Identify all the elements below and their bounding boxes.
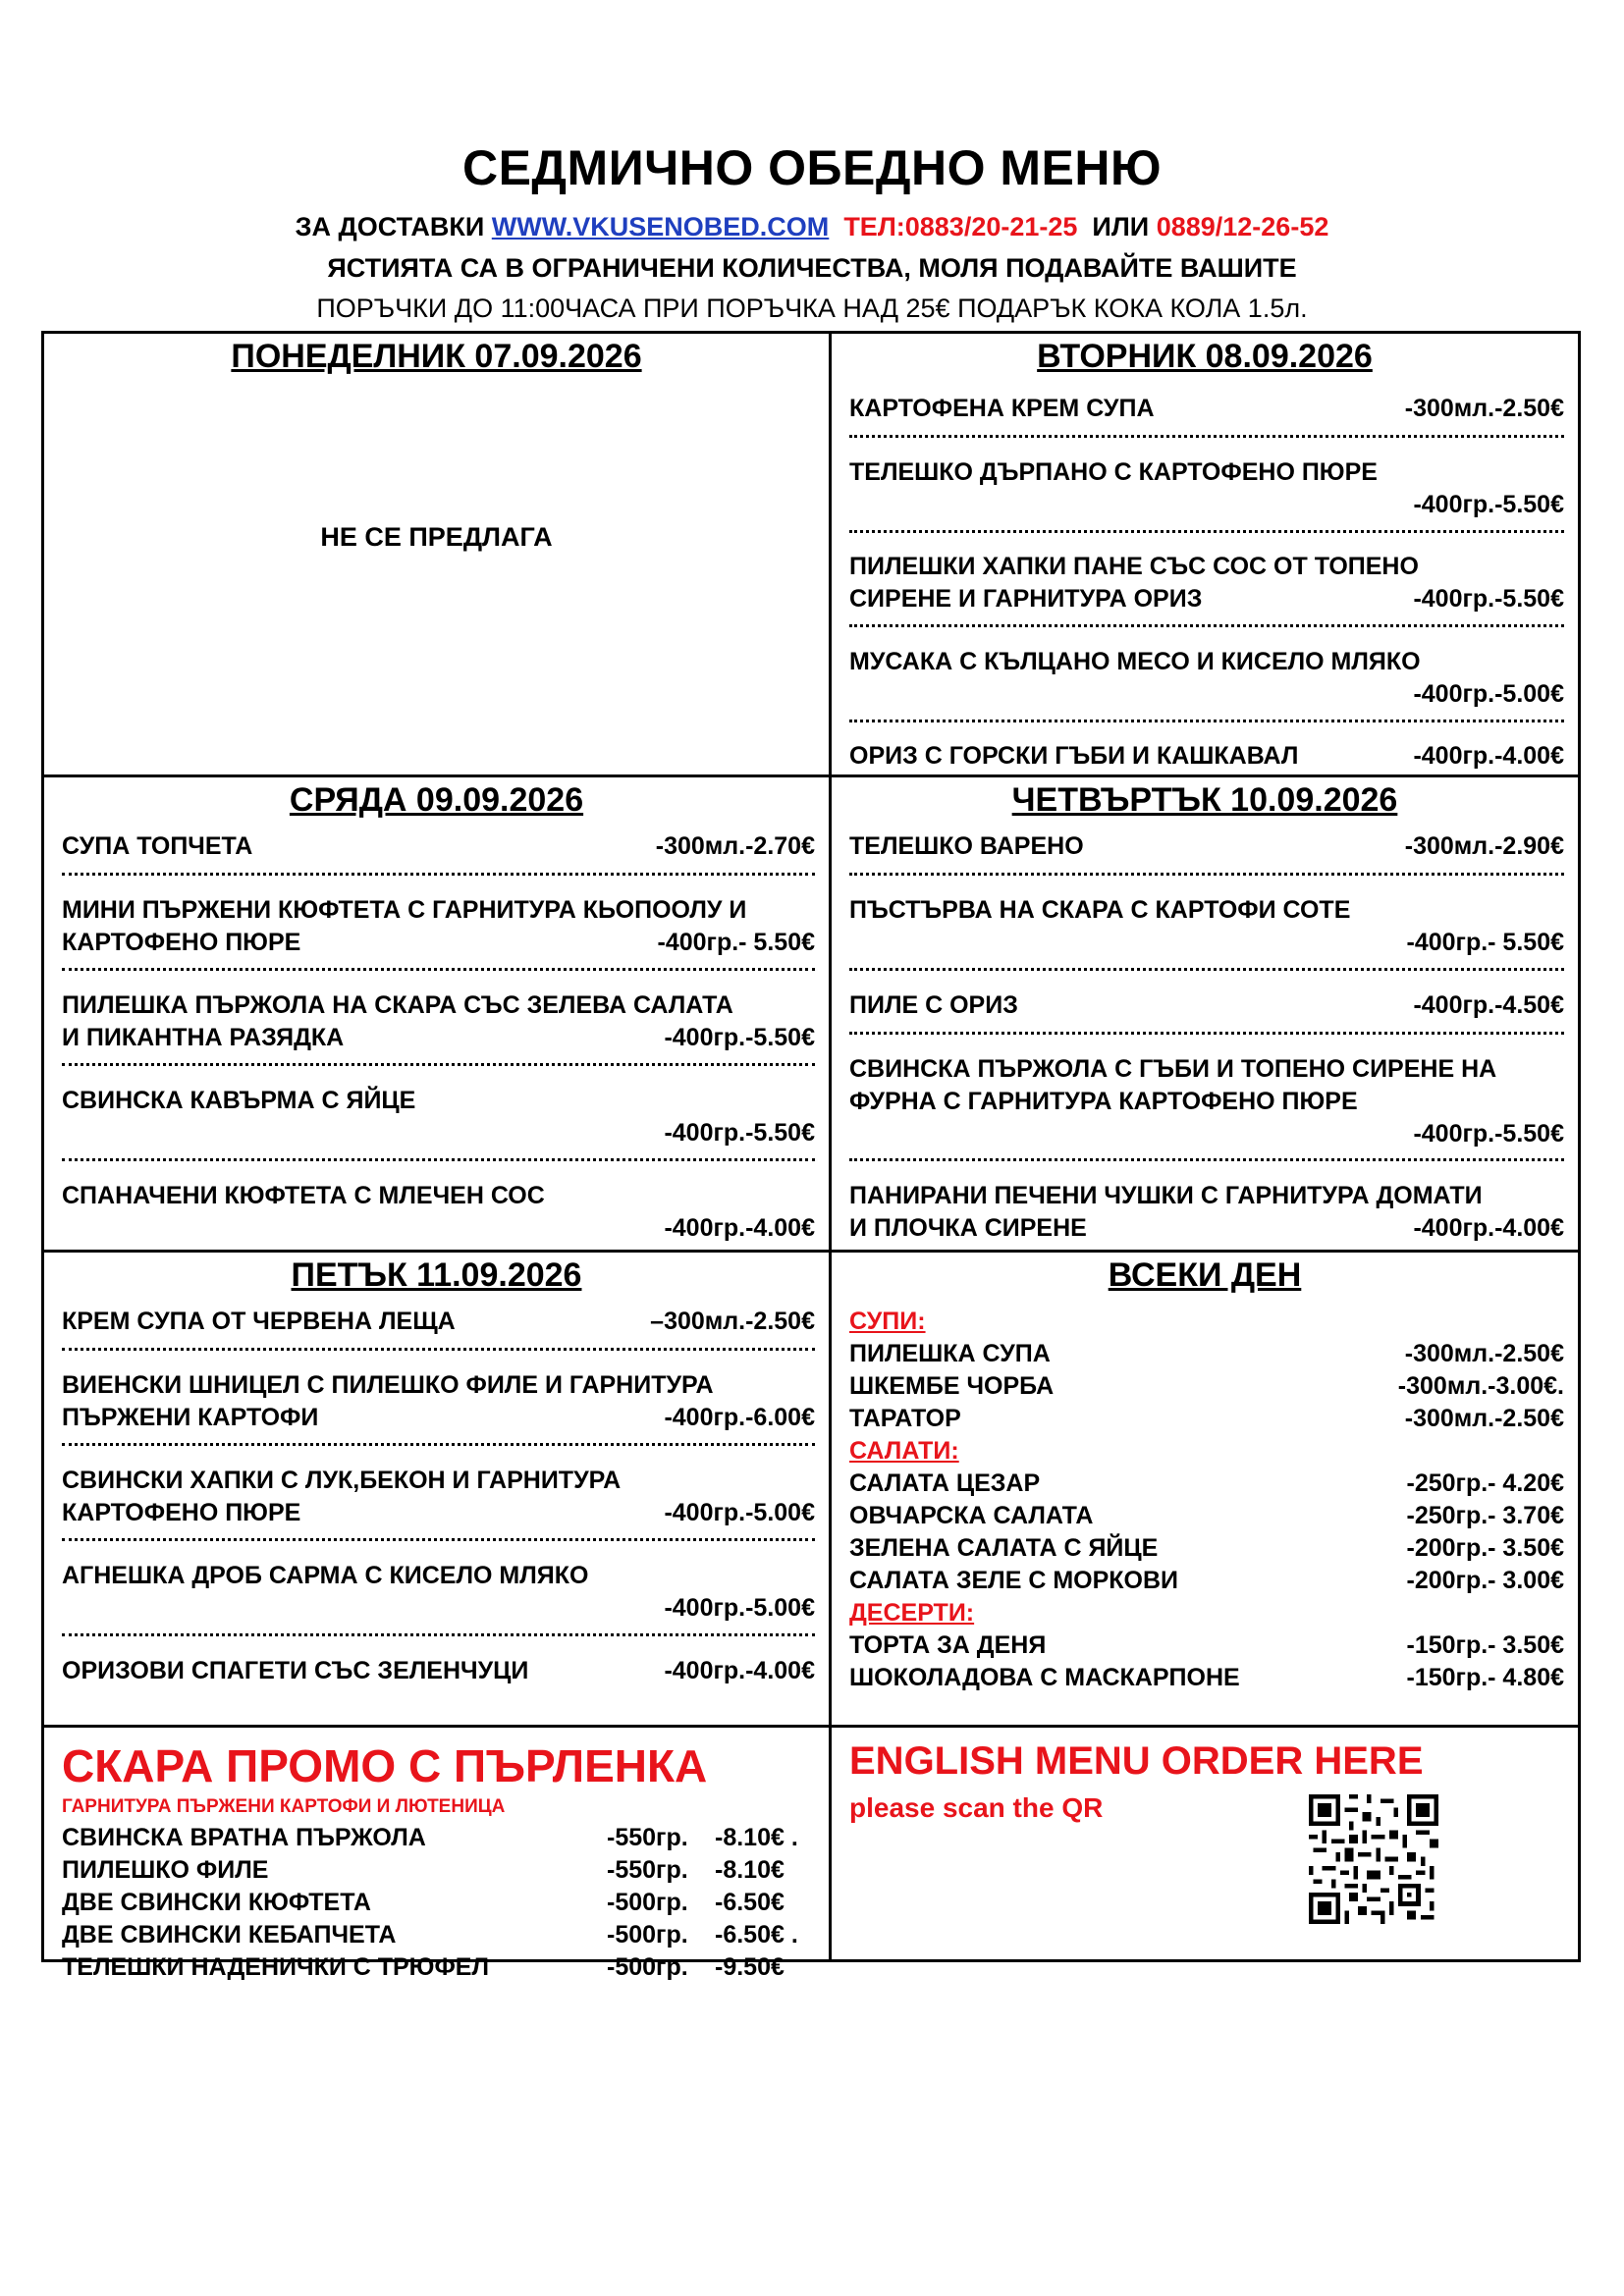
menu-item <box>849 456 1564 521</box>
item-name-cont: КАРТОФЕНО ПЮРЕ <box>62 1499 301 1526</box>
wednesday-cell <box>44 777 829 1250</box>
dotted-separator <box>849 1022 1564 1035</box>
delivery-label: ЗА ДОСТАВКИ <box>295 212 485 241</box>
day-title: ЧЕТВЪРТЪК 10.09.2026 <box>1011 781 1398 819</box>
item-price: -400гр.-5.50€ <box>664 1024 815 1051</box>
item-price: -400гр.-4.50€ <box>1413 991 1564 1019</box>
dotted-separator <box>62 1528 815 1541</box>
menu-item <box>62 1085 815 1149</box>
menu-item <box>849 894 1564 959</box>
or-label: ИЛИ <box>1092 212 1150 241</box>
item-price: -400гр.-4.00€ <box>664 1214 815 1242</box>
menu-title: СЕДМИЧНО ОБЕДНО МЕНЮ <box>461 140 1163 195</box>
monday-cell <box>44 334 829 774</box>
item-name: МИНИ ПЪРЖЕНИ КЮФТЕТА С ГАРНИТУРА КЬОПООЛУ И <box>62 896 747 924</box>
item-name-cont: ФУРНА С ГАРНИТУРА КАРТОФЕНО ПЮРЕ <box>849 1088 1358 1115</box>
website-link[interactable]: WWW.VKUSENOBED.COM <box>491 212 830 241</box>
menu-item <box>62 830 815 863</box>
item-name: ПИЛЕШКА ПЪРЖОЛА НА СКАРА СЪС ЗЕЛЕВА САЛАТА <box>62 991 733 1019</box>
list-item: ТАРАТОР -300мл.-2.50€ <box>849 1405 1564 1432</box>
item-name-cont: СИРЕНЕ И ГАРНИТУРА ОРИЗ <box>849 585 1203 613</box>
menu-item <box>62 1180 815 1245</box>
item-name: ТЕЛЕШКО ВАРЕНО <box>849 832 1084 860</box>
item-price: -400гр.-4.00€ <box>664 1657 815 1684</box>
grill-promo-cell <box>44 1728 829 1981</box>
item-name: ПЪСТЪРВА НА СКАРА С КАРТОФИ СОТЕ <box>849 896 1351 924</box>
menu-item <box>849 551 1564 615</box>
dotted-separator <box>849 614 1564 627</box>
list-item: ПИЛЕШКА СУПА -300мл.-2.50€ <box>849 1340 1564 1367</box>
everyday-cell <box>832 1253 1578 1725</box>
item-price: -400гр.-5.00€ <box>1413 680 1564 708</box>
item-name: СУПА ТОПЧЕТА <box>62 832 253 860</box>
item-price: -400гр.-4.00€ <box>1413 742 1564 770</box>
item-price: -400гр.-5.50€ <box>1413 1120 1564 1148</box>
item-name: ПАНИРАНИ ПЕЧЕНИ ЧУШКИ С ГАРНИТУРА ДОМАТИ <box>849 1182 1483 1209</box>
item-name: ОРИЗОВИ СПАГЕТИ СЪС ЗЕЛЕНЧУЦИ <box>62 1657 529 1684</box>
menu-item <box>849 646 1564 711</box>
english-menu-subtitle: please scan the QR <box>849 1792 1104 1823</box>
item-price: -400гр.-5.00€ <box>664 1594 815 1622</box>
item-price: -400гр.-6.00€ <box>664 1404 815 1431</box>
list-item: ТЕЛЕШКИ НАДЕНИЧКИ С ТРЮФЕЛ -500гр. -9.50€ <box>62 1953 785 1981</box>
menu-item <box>62 1465 815 1529</box>
category-label-soups: СУПИ: <box>849 1308 926 1335</box>
dotted-separator <box>62 958 815 971</box>
item-name-cont: И ПЛОЧКА СИРЕНЕ <box>849 1214 1087 1242</box>
everyday-list <box>849 1306 1564 1694</box>
dotted-separator <box>849 1148 1564 1161</box>
dotted-separator <box>849 520 1564 533</box>
item-price: -400гр.-5.50€ <box>664 1119 815 1147</box>
menu-item <box>62 1560 815 1625</box>
menu-item <box>849 830 1564 863</box>
list-item: ПИЛЕШКО ФИЛЕ -550гр. -8.10€ <box>62 1856 785 1884</box>
category-label-salads: САЛАТИ: <box>849 1437 959 1465</box>
english-menu-cell <box>832 1728 1578 1959</box>
menu-item <box>849 393 1564 425</box>
item-name: СПАНАЧЕНИ КЮФТЕТА С МЛЕЧЕН СОС <box>62 1182 545 1209</box>
item-name: МУСАКА С КЪЛЦАНО МЕСО И КИСЕЛО МЛЯКО <box>849 648 1421 675</box>
day-title: ВТОРНИК 08.09.2026 <box>1037 338 1373 375</box>
item-price: -400гр.-5.00€ <box>664 1499 815 1526</box>
day-title: СРЯДА 09.09.2026 <box>289 781 584 819</box>
list-item: ДВЕ СВИНСКИ КЕБАПЧЕТА -500гр. -6.50€ . <box>62 1921 798 1949</box>
list-item: ТОРТА ЗА ДЕНЯ -150гр.- 3.50€ <box>849 1631 1564 1659</box>
day-title: ПОНЕДЕЛНИК 07.09.2026 <box>231 338 642 375</box>
item-name-cont: ПЪРЖЕНИ КАРТОФИ <box>62 1404 319 1431</box>
item-price: -300мл.-2.90€ <box>1404 832 1564 860</box>
dotted-separator <box>62 1624 815 1636</box>
item-price: -300мл.-2.70€ <box>655 832 815 860</box>
thursday-cell <box>832 777 1578 1250</box>
list-item: СВИНСКА ВРАТНА ПЪРЖОЛА -550гр. -8.10€ . <box>62 1824 798 1851</box>
item-name-cont: КАРТОФЕНО ПЮРЕ <box>62 929 301 956</box>
item-name: КАРТОФЕНА КРЕМ СУПА <box>849 395 1155 422</box>
day-title: ПЕТЪК 11.09.2026 <box>291 1256 582 1294</box>
item-price: -400гр.-4.00€ <box>1413 1214 1564 1242</box>
tuesday-cell <box>832 334 1578 774</box>
item-name: ОРИЗ С ГОРСКИ ГЪБИ И КАШКАВАЛ <box>849 742 1299 770</box>
dotted-separator <box>62 1053 815 1066</box>
item-name: АГНЕШКА ДРОБ САРМА С КИСЕЛО МЛЯКО <box>62 1562 589 1589</box>
item-price: -400гр.-5.50€ <box>1413 585 1564 613</box>
phone-2: 0889/12-26-52 <box>1156 212 1329 241</box>
category-label-desserts: ДЕСЕРТИ: <box>849 1599 975 1627</box>
list-item: САЛАТА ЗЕЛЕ С МОРКОВИ -200гр.- 3.00€ <box>849 1567 1564 1594</box>
phone-1: ТЕЛ:0883/20-21-25 <box>843 212 1078 241</box>
list-item: ДВЕ СВИНСКИ КЮФТЕТА -500гр. -6.50€ <box>62 1889 785 1916</box>
order-notice: ПОРЪЧКИ ДО 11:00ЧАСА ПРИ ПОРЪЧКА НАД 25€ ПОДАРЪК КОКА КОЛА 1.5л. <box>316 294 1308 323</box>
menu-item <box>849 989 1564 1022</box>
menu-item <box>849 1180 1564 1245</box>
item-price: -400гр.-5.50€ <box>1413 491 1564 518</box>
not-offered-note: НЕ СЕ ПРЕДЛАГА <box>320 522 553 552</box>
promo-subtitle: ГАРНИТУРА ПЪРЖЕНИ КАРТОФИ И ЛЮТЕНИЦА <box>62 1796 506 1817</box>
list-item: ШКЕМБЕ ЧОРБА -300мл.-3.00€. <box>849 1372 1564 1400</box>
item-name: СВИНСКИ ХАПКИ С ЛУК,БЕКОН И ГАРНИТУРА <box>62 1467 622 1494</box>
menu-item <box>849 740 1564 773</box>
dotted-separator <box>62 1148 815 1161</box>
dotted-separator <box>62 1433 815 1446</box>
friday-cell <box>44 1253 829 1725</box>
menu-item <box>62 1369 815 1434</box>
list-item: ШОКОЛАДОВА С МАСКАРПОНЕ -150гр.- 4.80€ <box>849 1664 1564 1691</box>
menu-item <box>62 1655 815 1687</box>
dotted-separator <box>849 710 1564 722</box>
promo-title: СКАРА ПРОМО С ПЪРЛЕНКА <box>62 1740 708 1791</box>
menu-item <box>62 894 815 959</box>
item-name-cont: И ПИКАНТНА РАЗЯДКА <box>62 1024 345 1051</box>
dotted-separator <box>849 863 1564 876</box>
menu-item <box>849 1053 1564 1150</box>
item-price: -400гр.- 5.50€ <box>1406 929 1564 956</box>
list-item: САЛАТА ЦЕЗАР -250гр.- 4.20€ <box>849 1469 1564 1497</box>
dotted-separator <box>62 1338 815 1351</box>
item-name: ВИЕНСКИ ШНИЦЕЛ С ПИЛЕШКО ФИЛЕ И ГАРНИТУРА <box>62 1371 714 1399</box>
item-name: ПИЛЕ С ОРИЗ <box>849 991 1018 1019</box>
dotted-separator <box>849 425 1564 438</box>
item-name: КРЕМ СУПА ОТ ЧЕРВЕНА ЛЕЩА <box>62 1308 456 1335</box>
item-price: -400гр.- 5.50€ <box>657 929 815 956</box>
qr-code-icon[interactable] <box>1309 1794 1438 1924</box>
dotted-separator <box>849 958 1564 971</box>
list-item: ЗЕЛЕНА САЛАТА С ЯЙЦЕ -200гр.- 3.50€ <box>849 1534 1564 1562</box>
day-title: ВСЕКИ ДЕН <box>1108 1256 1302 1294</box>
delivery-line <box>0 212 1624 242</box>
item-name: ТЕЛЕШКО ДЪРПАНО С КАРТОФЕНО ПЮРЕ <box>849 458 1378 486</box>
item-name: СВИНСКА КАВЪРМА С ЯЙЦЕ <box>62 1087 416 1114</box>
promo-list <box>62 1822 847 1984</box>
dotted-separator <box>62 863 815 876</box>
item-price: –300мл.-2.50€ <box>650 1308 815 1335</box>
menu-item <box>62 989 815 1054</box>
item-price: -300мл.-2.50€ <box>1404 395 1564 422</box>
limited-notice: ЯСТИЯТА СА В ОГРАНИЧЕНИ КОЛИЧЕСТВА, МОЛЯ ПОДАВАЙТЕ ВАШИТЕ <box>327 253 1297 283</box>
menu-item <box>62 1306 815 1338</box>
item-name: СВИНСКА ПЪРЖОЛА С ГЪБИ И ТОПЕНО СИРЕНЕ НА <box>849 1055 1497 1083</box>
english-menu-title: ENGLISH MENU ORDER HERE <box>849 1739 1424 1783</box>
list-item: ОВЧАРСКА САЛАТА -250гр.- 3.70€ <box>849 1502 1564 1529</box>
item-name: ПИЛЕШКИ ХАПКИ ПАНЕ СЪС СОС ОТ ТОПЕНО <box>849 553 1419 580</box>
